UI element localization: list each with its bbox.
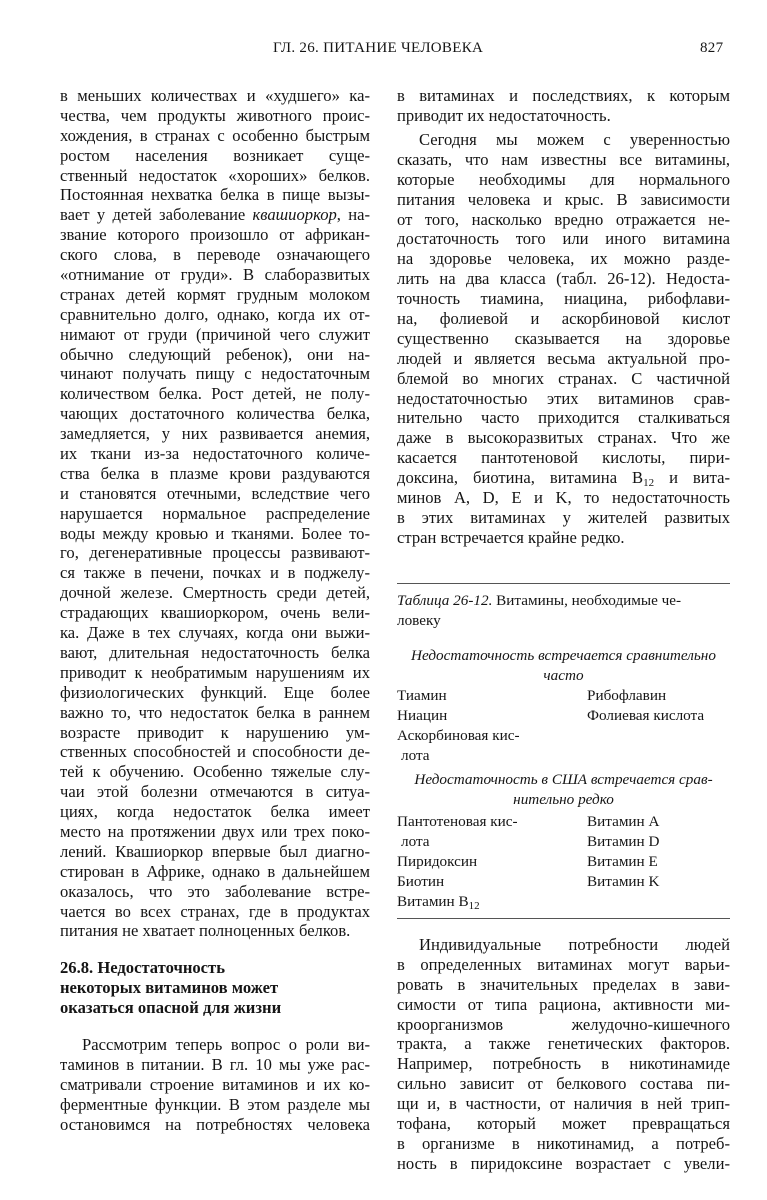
- text-line: чества, чем продукты животного проис-: [60, 105, 370, 125]
- running-title: ГЛ. 26. ПИТАНИЕ ЧЕЛОВЕКА: [273, 40, 484, 56]
- text-line: чается во всех странах, где в продуктах: [60, 901, 370, 921]
- table-row: [397, 812, 730, 832]
- table-row: [397, 852, 730, 872]
- table-cell: Ниацин: [397, 707, 448, 724]
- text-line: и становятся отечными, вследствие чего: [60, 483, 370, 503]
- text-line: место на протяжении двух или трех поко-: [60, 821, 370, 841]
- text-line: точность тиамина, ниацина, рибофлави-: [397, 289, 730, 309]
- text-line: питания человека и крыс. В зависимости: [397, 189, 730, 209]
- text-line: тофана, который может превращаться: [397, 1114, 730, 1134]
- text-line: вают, длительная недостаточность белка: [60, 642, 370, 662]
- table-cell: Биотин: [397, 873, 445, 890]
- text-line: [397, 468, 730, 488]
- text-line: [60, 205, 370, 225]
- right-paragraph-1: [397, 86, 730, 126]
- text-line: таминов в питании. В гл. 10 мы уже рас-: [60, 1054, 370, 1074]
- section-title-line: часто: [543, 667, 584, 684]
- text-line: страдающих квашиоркором, очень вели-: [60, 603, 370, 623]
- table-cell: Фолиевая кислота: [587, 707, 705, 724]
- text-line: количеством белка. Рост детей, не полу-: [60, 384, 370, 404]
- section-heading-line: некоторых витаминов может: [60, 978, 279, 997]
- text-line: сильно зависит от белкового состава пи-: [397, 1074, 730, 1094]
- section-heading: [60, 958, 281, 1018]
- text-line: ферментные функции. В этом разделе мы: [60, 1094, 370, 1114]
- table-row: [397, 686, 730, 706]
- text-line: на здоровье человека, их можно разде-: [397, 249, 730, 269]
- text-line: нительно часто приходится сталкиваться: [397, 408, 730, 428]
- text-line: хождения, в странах с особенно быстрым: [60, 125, 370, 145]
- table-cell: Витамин D: [587, 833, 660, 850]
- table-caption-text: Витамины, необходимые че-: [492, 592, 682, 609]
- text-line: ка. Даже в тех случаях, когда они выжи-: [60, 623, 370, 643]
- text-segment: и вита-: [654, 468, 730, 488]
- text-line: замедляется, у них развивается анемия,: [60, 424, 370, 444]
- text-line: их ткани из-за недостаточного количе-: [60, 444, 370, 464]
- text-line: «отнимание от груди». В слаборазвитых: [60, 265, 370, 285]
- text-line: нарушается нормальное распределение: [60, 503, 370, 523]
- text-line: достаточность того или иного витамина: [397, 229, 730, 249]
- text-line: в определенных витаминах могут варьи-: [397, 954, 730, 974]
- table-cell: лота: [401, 747, 430, 764]
- table-cell: Рибофлавин: [587, 687, 667, 704]
- text-line: от того, насколько вредно отражается не-: [397, 209, 730, 229]
- text-line: стирован в Африке, однако в дальнейшем: [60, 861, 370, 881]
- text-segment: вает у детей заболевание: [60, 205, 253, 225]
- text-line: возрасте приводит к нарушению ум-: [60, 722, 370, 742]
- table-cell: Пиридоксин: [397, 853, 478, 870]
- text-line: звание которого произошло от африкан-: [60, 225, 370, 245]
- text-line: Индивидуальные потребности людей: [419, 935, 730, 954]
- text-line: Рассмотрим теперь вопрос о роли ви-: [82, 1035, 370, 1054]
- section-title-line: Недостаточность встречается сравнительно: [411, 647, 716, 664]
- text-line: Постоянная нехватка белка в пище вызы-: [60, 185, 370, 205]
- table-top-rule: [397, 583, 730, 584]
- text-line: людей и является весьма актуальной про-: [397, 348, 730, 368]
- text-line: воды между кровью и тканями. Более то-: [60, 523, 370, 543]
- table-row: [397, 706, 730, 726]
- text-line: странах детей кормят грудным молоком: [60, 284, 370, 304]
- table-row: [397, 832, 730, 852]
- text-line: стран встречается крайне редко.: [397, 527, 625, 547]
- table-caption-line-2: ловеку: [397, 612, 441, 629]
- text-line: ность в пиридоксине возрастает с увели-: [397, 1153, 730, 1173]
- text-line: Сегодня мы можем с уверенностью: [419, 130, 730, 149]
- section-heading-line: оказаться опасной для жизни: [60, 998, 282, 1017]
- table-cell: Пантотеновая кис-: [397, 813, 518, 830]
- right-paragraph-2: [397, 130, 730, 548]
- table-cell: Витамин K: [587, 873, 660, 890]
- text-segment: , на-: [336, 205, 370, 225]
- text-segment: доксина, биотина, витамина B: [397, 468, 644, 488]
- table-caption: [397, 591, 730, 611]
- text-line: ростом населения возникает суще-: [60, 145, 370, 165]
- table-bottom-rule: [397, 918, 730, 919]
- table-section-1-title: [397, 646, 730, 686]
- vitamin-table: [397, 591, 730, 912]
- text-line: которые необходимы для нормального: [397, 169, 730, 189]
- text-line: остановимся на потребностях человека: [60, 1114, 370, 1134]
- table-section-2-title: [397, 770, 730, 810]
- table-row: [397, 726, 730, 746]
- page-number: 827: [700, 40, 724, 56]
- text-line: чающих достаточного количества белка,: [60, 404, 370, 424]
- text-line: чинают получать пищу с недостаточным: [60, 364, 370, 384]
- text-line: ства белка в плазме крови раздуваются: [60, 463, 370, 483]
- text-line: циях, когда недостаток белка имеет: [60, 802, 370, 822]
- text-line: питания не хватает полноценных белков.: [60, 921, 351, 941]
- left-paragraph-2: [60, 1035, 370, 1134]
- text-line: дочной железе. Смертность среди детей,: [60, 583, 370, 603]
- text-line: оказалось, что это заболевание встре-: [60, 881, 370, 901]
- text-line: важно то, что недостаток белка в раннем: [60, 702, 370, 722]
- table-caption-label: Таблица 26-12.: [397, 592, 493, 609]
- text-line: в организме в никотинамид, а потреб-: [397, 1133, 730, 1153]
- text-line: сматривали строение витаминов и их ко-: [60, 1074, 370, 1094]
- text-line: го, дегенеративные процессы развивают-: [60, 543, 370, 563]
- text-line: физиологических функций. Еще более: [60, 682, 370, 702]
- table-cell: Тиамин: [397, 687, 447, 704]
- text-line: ся также в печени, почках и в поджелу-: [60, 563, 370, 583]
- text-line: ровать в значительных пределах в зави-: [397, 974, 730, 994]
- subscript: 12: [643, 477, 655, 489]
- text-line: сравнительно долго, однако, когда их от-: [60, 304, 370, 324]
- table-cell: Витамин B: [397, 893, 469, 910]
- text-line: нимают от груди (причиной чего служит: [60, 324, 370, 344]
- text-line: тей к обучению. Особенно тяжелые слу-: [60, 762, 370, 782]
- subscript: 12: [468, 900, 480, 912]
- table-cell: лота: [401, 833, 430, 850]
- italic-term: квашиоркор: [252, 205, 337, 225]
- text-line: существенно сказывается на здоровье: [397, 328, 730, 348]
- table-row: [397, 872, 730, 892]
- text-line: приводит к необратимым нарушениям их: [60, 662, 370, 682]
- text-line: кроорганизмов желудочно-кишечного: [397, 1014, 730, 1034]
- section-title-line: Недостаточность в США встречается срав-: [414, 771, 713, 788]
- text-line: в меньших количествах и «худшего» ка-: [60, 86, 370, 105]
- text-line: лить на два класса (табл. 26-12). Недоста-: [397, 269, 730, 289]
- text-line: обычно следующий ребенок), они на-: [60, 344, 370, 364]
- table-cell: Витамин A: [587, 813, 660, 830]
- table-cell: Аскорбиновая кис-: [397, 727, 520, 744]
- table-cell: Витамин E: [587, 853, 658, 870]
- text-line: недостаточностью этих витаминов срав-: [397, 388, 730, 408]
- text-line: ственных способностей и способности де-: [60, 742, 370, 762]
- text-line: Например, потребность в никотинамиде: [397, 1054, 730, 1074]
- text-line: приводит их недостаточность.: [397, 105, 611, 125]
- text-line: даже в высокоразвитых странах. Что же: [397, 428, 730, 448]
- text-line: блемой во многих странах. С частичной: [397, 368, 730, 388]
- right-paragraph-3: [397, 935, 730, 1174]
- text-line: лений. Квашиоркор впервые был диагно-: [60, 841, 370, 861]
- text-line: симости от типа рациона, активности ми-: [397, 994, 730, 1014]
- text-line: ского слова, в переводе означающего: [60, 245, 370, 265]
- text-line: сказать, что нам известны все витамины,: [397, 149, 730, 169]
- section-title-line: нительно редко: [513, 791, 614, 808]
- text-line: чаи этой болезни отмечаются в ситуа-: [60, 782, 370, 802]
- text-line: в витаминах и последствиях, к которым: [397, 86, 730, 105]
- text-line: щи и, в частности, от наличия в ней трип-: [397, 1094, 730, 1114]
- section-heading-line: 26.8. Недостаточность: [60, 958, 225, 977]
- text-line: в этих витаминах у жителей развитых: [397, 507, 730, 527]
- text-line: ственный недостаток «хороших» белков.: [60, 165, 370, 185]
- table-row: [397, 746, 730, 766]
- text-line: на, фолиевой и аскорбиновой кислот: [397, 309, 730, 329]
- table-row: [397, 892, 730, 912]
- text-line: тракта, а также генетических факторов.: [397, 1034, 730, 1054]
- left-paragraph-1: [60, 86, 370, 941]
- text-line: касается пантотеновой кислоты, пири-: [397, 448, 730, 468]
- text-line: минов A, D, E и K, то недостаточность: [397, 488, 730, 508]
